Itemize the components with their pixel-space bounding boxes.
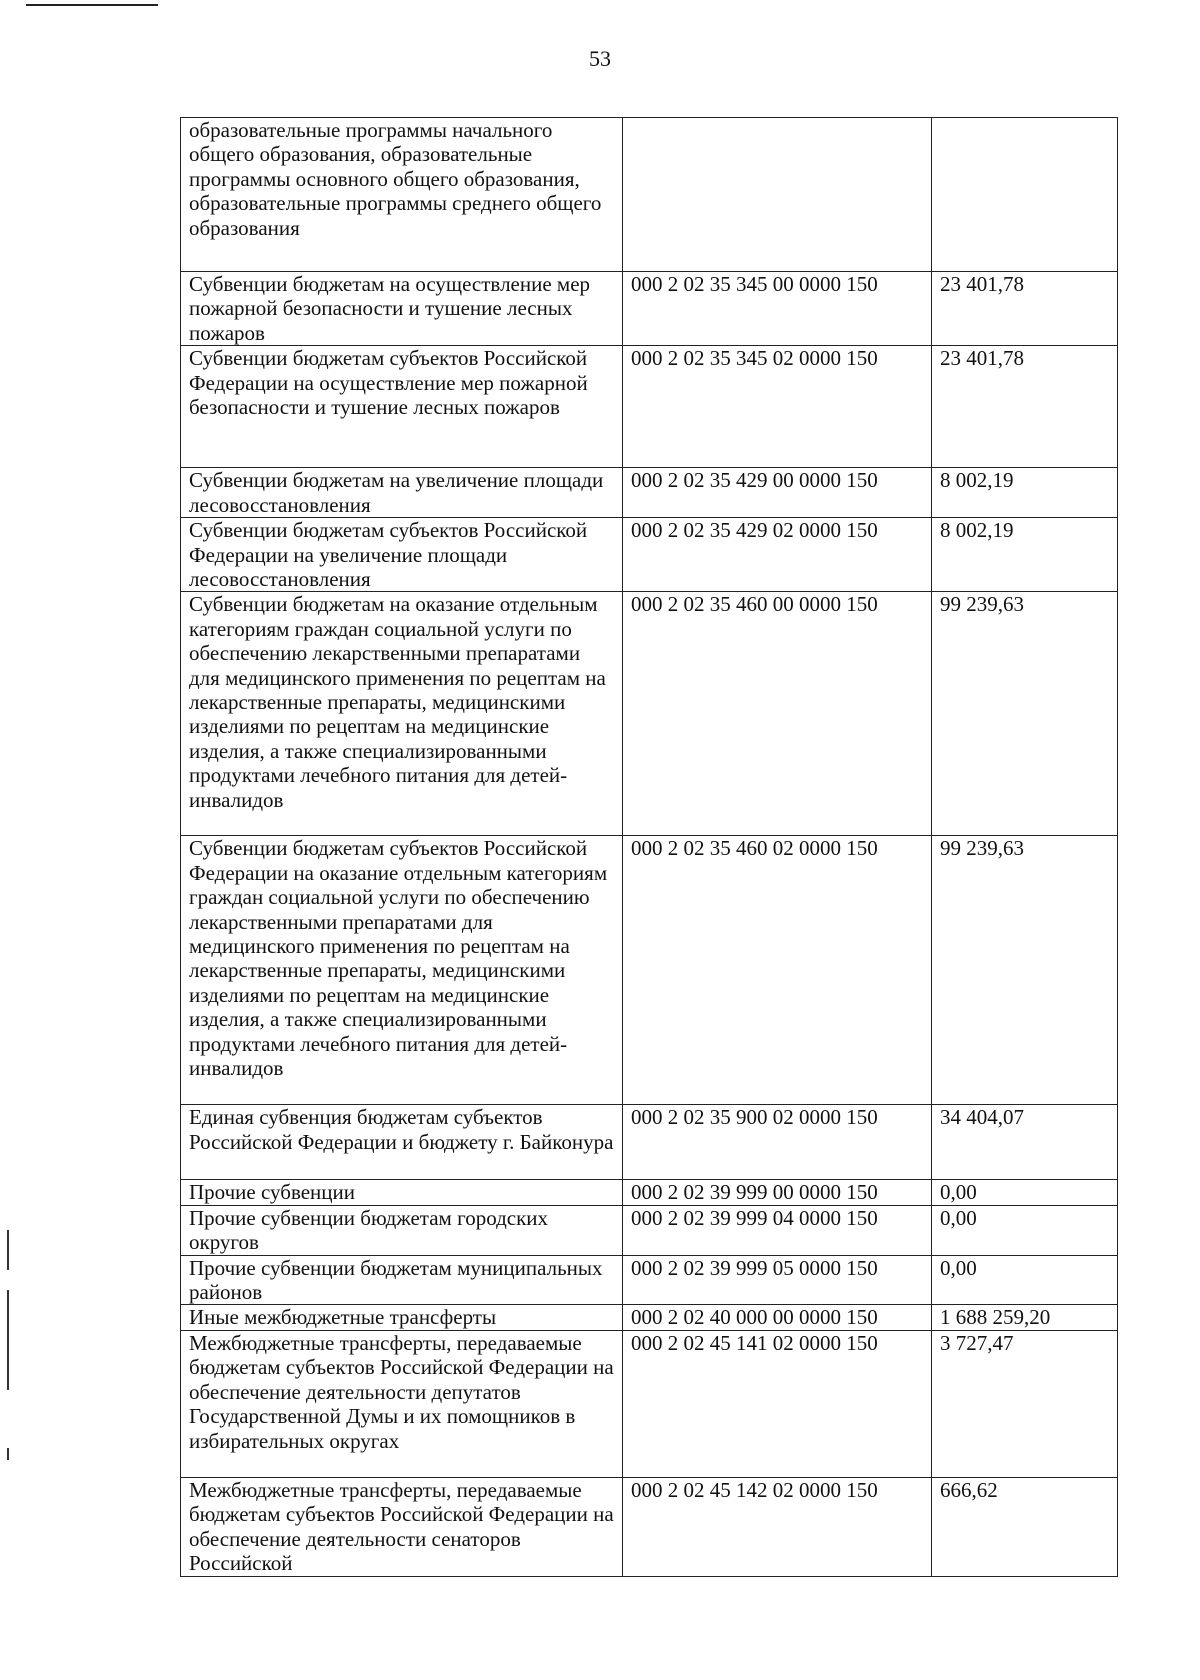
table-row [181, 1330, 1118, 1477]
row-code: 000 2 02 39 999 05 0000 150 [623, 1255, 932, 1305]
top-rule [26, 4, 158, 6]
table-row [181, 272, 1118, 346]
row-code: 000 2 02 39 999 00 0000 150 [623, 1180, 932, 1205]
row-amount: 99 239,63 [932, 836, 1118, 1105]
row-amount: 8 002,19 [932, 518, 1118, 592]
row-amount: 8 002,19 [932, 468, 1118, 518]
table-row [181, 1205, 1118, 1255]
row-amount: 1 688 259,20 [932, 1305, 1118, 1330]
row-amount: 23 401,78 [932, 272, 1118, 346]
row-code: 000 2 02 45 142 02 0000 150 [623, 1477, 932, 1576]
row-name: Единая субвенция бюджетам субъектов Российской Федерации и бюджету г. Байконура [181, 1105, 623, 1180]
table-row [181, 118, 1118, 272]
row-code: 000 2 02 35 460 02 0000 150 [623, 836, 932, 1105]
margin-mark [7, 1448, 9, 1460]
table-row [181, 1255, 1118, 1305]
table-row [181, 836, 1118, 1105]
table-row [181, 1180, 1118, 1205]
table-row [181, 518, 1118, 592]
row-amount: 3 727,47 [932, 1330, 1118, 1477]
row-name: Субвенции бюджетам на оказание отдельным категориям граждан социальной услуги по обеспечению лекарственными препаратами для медицинского применения по рецептам на лекарственные препараты, медицинскими изделиями по рецептам на медицинские изделия, а также специализированными продуктами лечебного питания для детей-инвалидов [181, 592, 623, 836]
row-amount: 666,62 [932, 1477, 1118, 1576]
row-name: Субвенции бюджетам на увеличение площади лесовосстановления [181, 468, 623, 518]
row-name: Субвенции бюджетам на осуществление мер пожарной безопасности и тушение лесных пожаров [181, 272, 623, 346]
table-row [181, 1305, 1118, 1330]
table-row [181, 592, 1118, 836]
table-row [181, 1477, 1118, 1576]
row-name: Прочие субвенции бюджетам муниципальных районов [181, 1255, 623, 1305]
row-name: Субвенции бюджетам субъектов Российской Федерации на увеличение площади лесовосстановления [181, 518, 623, 592]
row-code: 000 2 02 39 999 04 0000 150 [623, 1205, 932, 1255]
row-name: Прочие субвенции [181, 1180, 623, 1205]
row-code: 000 2 02 35 900 02 0000 150 [623, 1105, 932, 1180]
row-code: 000 2 02 35 429 02 0000 150 [623, 518, 932, 592]
row-code: 000 2 02 35 460 00 0000 150 [623, 592, 932, 836]
row-name: Прочие субвенции бюджетам городских округов [181, 1205, 623, 1255]
row-code [623, 118, 932, 272]
row-code: 000 2 02 35 345 02 0000 150 [623, 346, 932, 468]
row-amount [932, 118, 1118, 272]
row-amount: 99 239,63 [932, 592, 1118, 836]
table-row [181, 468, 1118, 518]
row-amount: 0,00 [932, 1180, 1118, 1205]
budget-table [180, 117, 1118, 1577]
row-amount: 0,00 [932, 1255, 1118, 1305]
row-name: Субвенции бюджетам субъектов Российской Федерации на осуществление мер пожарной безопасности и тушение лесных пожаров [181, 346, 623, 468]
table-row [181, 1105, 1118, 1180]
row-amount: 0,00 [932, 1205, 1118, 1255]
margin-mark [7, 1230, 9, 1270]
row-name: образовательные программы начального общего образования, образовательные программы основного общего образования, образовательные программы среднего общего образования [181, 118, 623, 272]
row-amount: 23 401,78 [932, 346, 1118, 468]
row-name: Межбюджетные трансферты, передаваемые бюджетам субъектов Российской Федерации на обеспечение деятельности сенаторов Российской [181, 1477, 623, 1576]
table-row [181, 346, 1118, 468]
row-code: 000 2 02 40 000 00 0000 150 [623, 1305, 932, 1330]
row-name: Субвенции бюджетам субъектов Российской Федерации на оказание отдельным категориям граждан социальной услуги по обеспечению лекарственными препаратами для медицинского применения по рецептам на лекарственные препараты, медицинскими изделиями по рецептам на медицинские изделия, а также специализированными продуктами лечебного питания для детей-инвалидов [181, 836, 623, 1105]
page-number: 53 [589, 46, 611, 71]
row-name: Иные межбюджетные трансферты [181, 1305, 623, 1330]
row-code: 000 2 02 35 429 00 0000 150 [623, 468, 932, 518]
row-code: 000 2 02 45 141 02 0000 150 [623, 1330, 932, 1477]
row-code: 000 2 02 35 345 00 0000 150 [623, 272, 932, 346]
row-name: Межбюджетные трансферты, передаваемые бюджетам субъектов Российской Федерации на обеспечение деятельности депутатов Государственной Думы и их помощников в избирательных округах [181, 1330, 623, 1477]
margin-mark [7, 1290, 9, 1390]
row-amount: 34 404,07 [932, 1105, 1118, 1180]
